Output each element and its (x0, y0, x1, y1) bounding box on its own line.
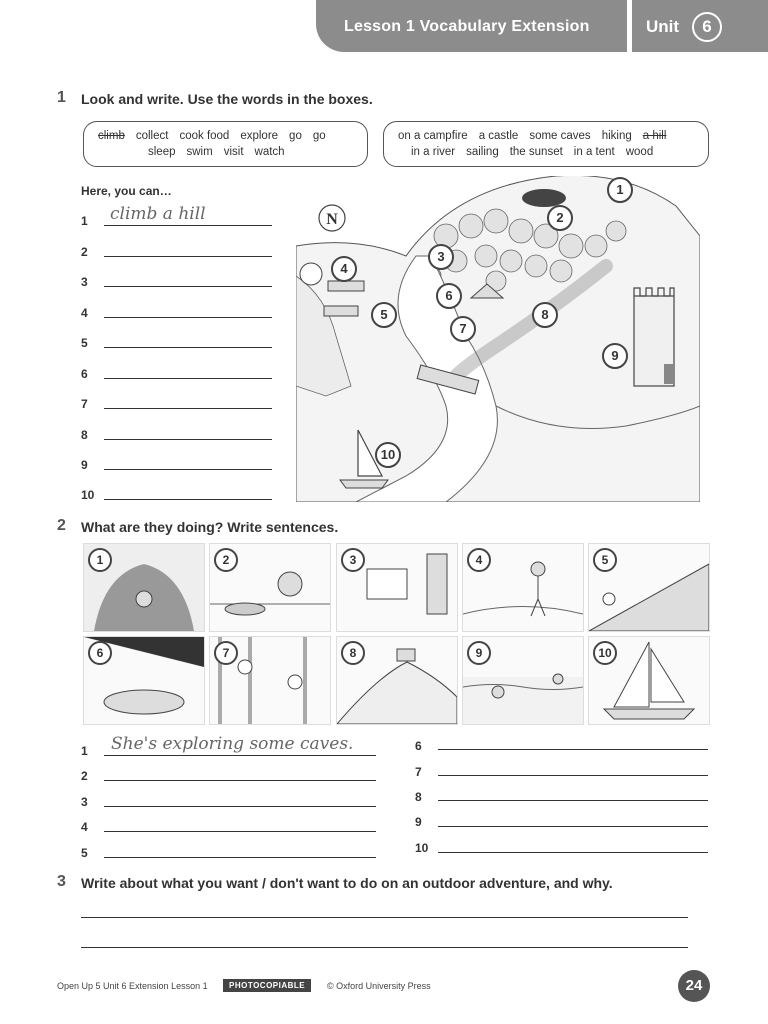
line-number: 6 (415, 739, 422, 753)
line-number: 1 (81, 214, 88, 228)
line-number: 8 (81, 428, 88, 442)
handwritten-example: climb a hill (110, 204, 206, 224)
page-number: 24 (678, 970, 710, 1002)
answer-line[interactable] (104, 831, 376, 832)
answer-line[interactable] (104, 780, 376, 781)
exercise-1-number: 1 (57, 89, 66, 106)
answer-line[interactable] (438, 852, 708, 853)
picture-panel-5 (588, 543, 710, 632)
word: the sunset (509, 146, 563, 158)
exercise-3-number: 3 (57, 873, 66, 890)
panel-number: 8 (341, 641, 365, 665)
line-number: 5 (81, 846, 88, 860)
word: in a river (411, 146, 456, 158)
map-label-2: 2 (547, 205, 573, 231)
line-number: 2 (81, 245, 88, 259)
writing-line[interactable] (81, 947, 688, 948)
verb-word-box (83, 121, 368, 167)
line-number: 4 (81, 306, 88, 320)
word: watch (254, 146, 285, 158)
answer-line[interactable] (104, 857, 376, 858)
word: hiking (601, 130, 632, 142)
word: on a campfire (398, 130, 468, 142)
answer-line[interactable] (104, 225, 272, 226)
verb-row-2 (148, 146, 296, 158)
answer-line[interactable] (104, 499, 272, 500)
picture-panel-4 (462, 543, 584, 632)
picture-panel-6 (83, 636, 205, 725)
exercise-2-number: 2 (57, 517, 66, 534)
map-label-5: 5 (371, 302, 397, 328)
line-number: 7 (415, 765, 422, 779)
map-label-8: 8 (532, 302, 558, 328)
lesson-header (316, 0, 627, 52)
picture-panel-8 (336, 636, 458, 725)
phrase-row-1 (398, 130, 677, 142)
lesson-title: Lesson 1 Vocabulary Extension (344, 18, 590, 35)
word: go (312, 130, 326, 142)
answer-line[interactable] (104, 317, 272, 318)
answer-line[interactable] (104, 347, 272, 348)
line-number: 10 (415, 841, 429, 855)
unit-label: Unit (646, 17, 680, 36)
compass-letter: N (326, 211, 338, 228)
answer-line[interactable] (104, 378, 272, 379)
map-label-9: 9 (602, 343, 628, 369)
phrase-row-2 (411, 146, 664, 158)
line-number: 3 (81, 275, 88, 289)
word: wood (625, 146, 654, 158)
line-number: 2 (81, 769, 88, 783)
word: collect (135, 130, 169, 142)
map-label-4: 4 (331, 256, 357, 282)
line-number: 3 (81, 795, 88, 809)
picture-panel-3 (336, 543, 458, 632)
answer-line[interactable] (104, 286, 272, 287)
picture-panel-2 (209, 543, 331, 632)
word: in a tent (573, 146, 615, 158)
word: a castle (478, 130, 519, 142)
line-number: 5 (81, 336, 88, 350)
panel-number: 3 (341, 548, 365, 572)
word: sailing (466, 146, 499, 158)
answer-line[interactable] (104, 439, 272, 440)
word: swim (186, 146, 213, 158)
map-label-10: 10 (375, 442, 401, 468)
panel-number: 7 (214, 641, 238, 665)
unit-header (632, 0, 768, 52)
answer-line[interactable] (104, 806, 376, 807)
word: sleep (148, 146, 176, 158)
footer-copyright: © Oxford University Press (327, 981, 431, 991)
picture-panel-10 (588, 636, 710, 725)
answer-line[interactable] (438, 800, 708, 801)
panel-number: 9 (467, 641, 491, 665)
footer-book-title: Open Up 5 Unit 6 Extension Lesson 1 (57, 981, 208, 991)
line-number: 8 (415, 790, 422, 804)
exercise-1-title: Look and write. Use the words in the boxes. (81, 91, 373, 107)
picture-panel-7 (209, 636, 331, 725)
map-label-6: 6 (436, 283, 462, 309)
panel-number: 1 (88, 548, 112, 572)
picture-panel-1 (83, 543, 205, 632)
answer-line[interactable] (438, 775, 708, 776)
map-label-1: 1 (607, 177, 633, 203)
writing-line[interactable] (81, 917, 688, 918)
word: visit (223, 146, 244, 158)
answer-line[interactable] (104, 469, 272, 470)
word: go (289, 130, 302, 142)
picture-panel-9 (462, 636, 584, 725)
answer-line[interactable] (438, 749, 708, 750)
line-number: 10 (81, 488, 95, 502)
photocopiable-badge: PHOTOCOPIABLE (223, 979, 311, 992)
unit-number-badge: 6 (692, 12, 722, 42)
word: explore (240, 130, 279, 142)
word: climb (98, 130, 125, 142)
answer-line[interactable] (104, 755, 376, 756)
word: some caves (529, 130, 591, 142)
phrase-word-box (383, 121, 709, 167)
panel-number: 5 (593, 548, 617, 572)
handwritten-example: She's exploring some caves. (111, 734, 354, 754)
answer-line[interactable] (438, 826, 708, 827)
line-number: 9 (415, 815, 422, 829)
adventure-map-illustration (296, 176, 700, 502)
exercise-2-title: What are they doing? Write sentences. (81, 519, 339, 535)
panel-number: 4 (467, 548, 491, 572)
line-number: 1 (81, 744, 88, 758)
exercise-3-title: Write about what you want / don't want to do on an outdoor adventure, and why. (81, 875, 613, 891)
answer-line[interactable] (104, 256, 272, 257)
verb-row-1 (98, 130, 337, 142)
panel-number: 10 (593, 641, 617, 665)
answer-line[interactable] (104, 408, 272, 409)
map-label-7: 7 (450, 316, 476, 342)
panel-number: 2 (214, 548, 238, 572)
panel-number: 6 (88, 641, 112, 665)
here-you-can-prompt: Here, you can… (81, 184, 172, 198)
line-number: 7 (81, 397, 88, 411)
line-number: 4 (81, 820, 88, 834)
line-number: 6 (81, 367, 88, 381)
word: cook food (179, 130, 230, 142)
map-label-3: 3 (428, 244, 454, 270)
word: a hill (642, 130, 667, 142)
line-number: 9 (81, 458, 88, 472)
